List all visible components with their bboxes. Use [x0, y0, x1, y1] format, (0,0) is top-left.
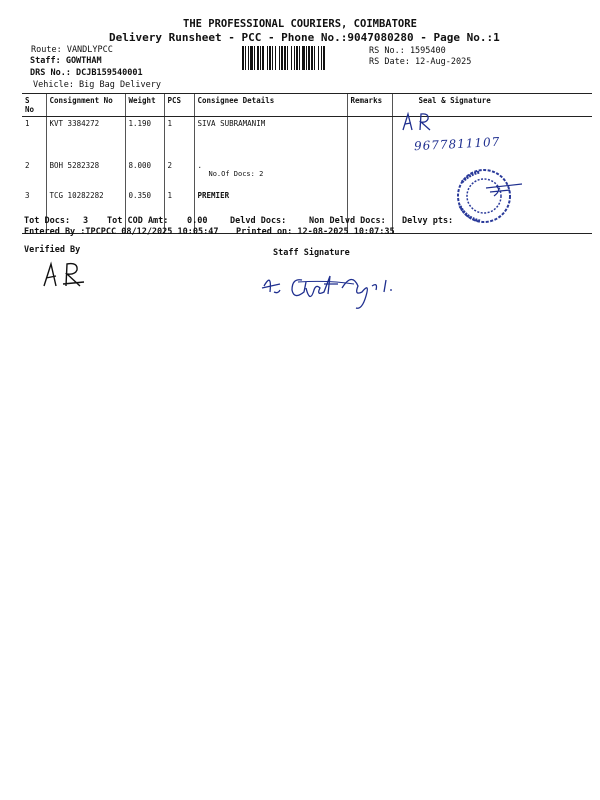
row-weight: 8.000 [125, 147, 164, 189]
delvd-docs-label: Delvd Docs: [230, 216, 287, 226]
row-remarks [347, 147, 392, 189]
table-header-row [22, 94, 592, 117]
row-sno: 2 [25, 161, 30, 170]
verified-by-label: Verified By [24, 245, 81, 255]
drs-number: DRS No.: DCJB159540001 [30, 68, 143, 78]
row-consignee: PREMIER [194, 189, 347, 234]
printed-on: Printed on: 12-08-2025 10:07:35 [236, 227, 395, 237]
verified-signature [40, 258, 90, 290]
tot-cod-label: Tot COD Amt: [107, 216, 169, 226]
rs-number: RS No.: 1595400 [369, 46, 446, 56]
handwritten-phone: 9677811107 [413, 134, 501, 154]
table-row [22, 117, 592, 148]
runsheet-title: Delivery Runsheet - PCC - Phone No.:9047080280 - Page No.:1 [109, 31, 500, 44]
row-pcs: 1 [164, 117, 194, 148]
row-consignee [194, 147, 347, 189]
row-sno: 1 [25, 119, 30, 128]
row-weight: 0.350 [125, 189, 164, 234]
tot-cod-value: 0.00 [187, 216, 208, 226]
route-label: Route: VANDLYPCC [31, 45, 113, 55]
vehicle-label: Vehicle: Big Bag Delivery [33, 80, 161, 90]
barcode [242, 46, 360, 70]
row-sno: 3 [22, 189, 46, 234]
row-consignment: BOH 5282328 [46, 147, 125, 189]
entered-by: Entered By :TPCPCC 08/12/2025 10:05:47 [24, 227, 219, 237]
staff-signature [258, 262, 418, 312]
staff-signature-label: Staff Signature [273, 248, 350, 258]
row-weight: 1.190 [125, 117, 164, 148]
staff-label: Staff: GOWTHAM [30, 56, 102, 66]
row-consignee: SIVA SUBRAMANIM [194, 117, 347, 148]
docs-note: No.Of Docs: 2 [208, 170, 264, 178]
row-pcs: 1 [164, 189, 194, 234]
row-consignment: KVT 3384272 [46, 117, 125, 148]
col-pcs: PCS [164, 94, 194, 117]
col-consignee: Consignee Details [194, 94, 347, 117]
row-remarks [347, 117, 392, 148]
row-consignment: TCG 10282282 [46, 189, 125, 234]
col-weight: Weight [125, 94, 164, 117]
row-pcs: 2 [164, 147, 194, 189]
col-sno: S No [22, 94, 46, 117]
consignee-name: . [197, 161, 203, 170]
non-delvd-docs-label: Non Delvd Docs: [309, 216, 386, 226]
col-remarks: Remarks [347, 94, 392, 117]
seal-stamp [450, 160, 526, 232]
tot-docs-value: 3 [83, 216, 89, 226]
col-consignment: Consignment No [46, 94, 125, 117]
tot-docs-label: Tot Docs: [24, 216, 71, 226]
rs-date: RS Date: 12-Aug-2025 [369, 57, 472, 67]
company-name: THE PROFESSIONAL COURIERS, COIMBATORE [183, 18, 417, 30]
col-seal: Seal & Signature [392, 94, 592, 117]
delvy-pts-label: Delvy pts: [402, 216, 454, 226]
handwritten-initials [400, 110, 436, 134]
